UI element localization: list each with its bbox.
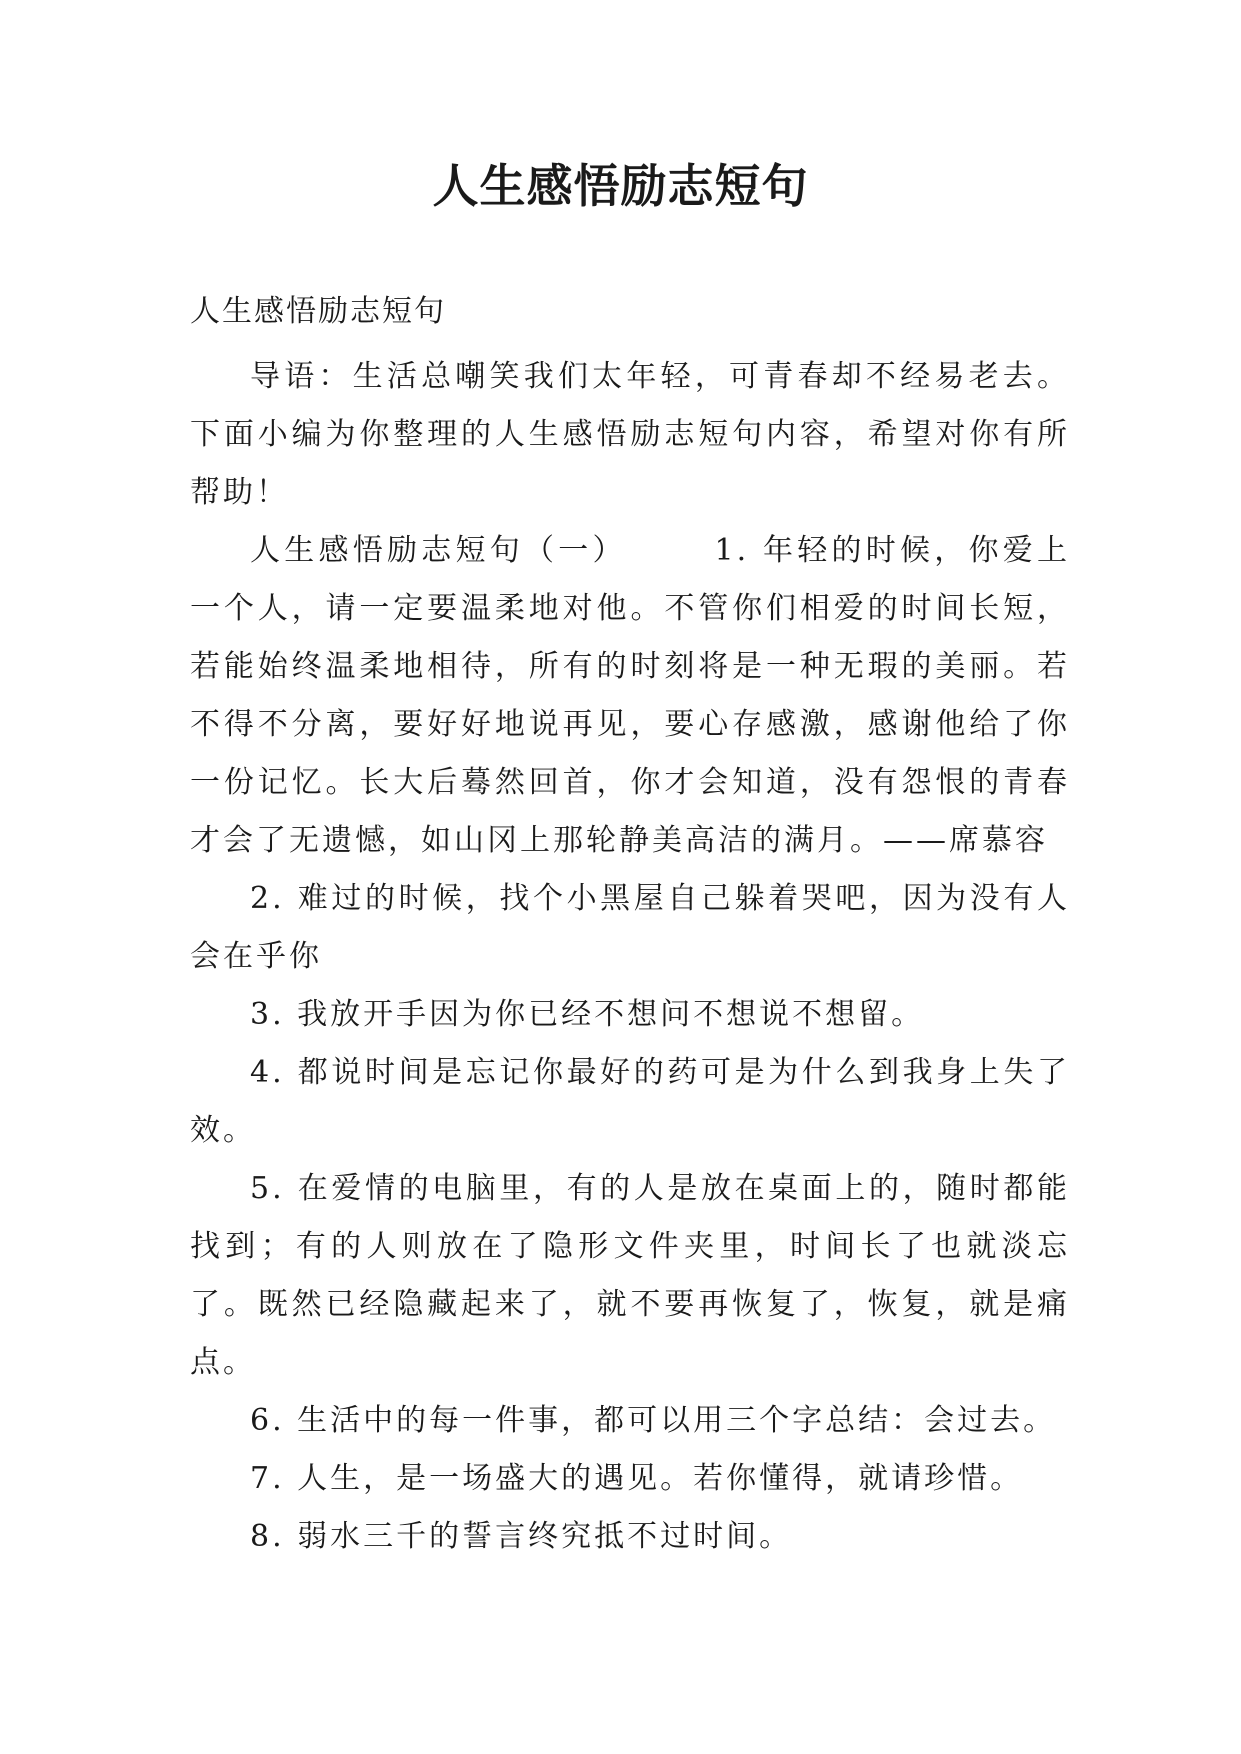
quote-paragraph-3: 3. 我放开手因为你已经不想问不想说不想留。 xyxy=(250,997,925,1032)
quote-paragraph-6: 6. 生活中的每一件事，都可以用三个字总结：会过去。 xyxy=(250,1403,1057,1438)
quote-paragraph-4: 4. 都说时间是忘记你最好的药可是为什么到我身上失了效。 xyxy=(190,1055,1070,1148)
quote-paragraph-8: 8. 弱水三千的誓言终究抵不过时间。 xyxy=(250,1519,793,1554)
quote-paragraph-1: 人生感悟励志短句（一） 1. 年轻的时候，你爱上一个人，请一定要温柔地对他。不管你们相爱的时间长短，若能始终温柔地相待，所有的时刻将是一种无瑕的美丽。若不得不分离，要好好地说再见，要心存感激，感谢他给了你一份记忆。长大后蓦然回首，你才会知道，没有怨恨的青春才会了无遗憾，如山冈上那轮静美高洁的满月。——席慕容 xyxy=(190,533,1070,858)
document-title: 人生感悟励志短句 xyxy=(432,159,809,213)
document-body xyxy=(190,348,1070,1566)
intro-paragraph: 导语：生活总嘲笑我们太年轻，可青春却不经易老去。下面小编为你整理的人生感悟励志短句内容，希望对你有所帮助！ xyxy=(190,359,1070,510)
quote-paragraph-2: 2. 难过的时候，找个小黑屋自己躲着哭吧，因为没有人会在乎你 xyxy=(190,881,1070,974)
quote-paragraph-7: 7. 人生，是一场盛大的遇见。若你懂得，就请珍惜。 xyxy=(250,1461,1024,1496)
quote-paragraph-5: 5. 在爱情的电脑里，有的人是放在桌面上的，随时都能找到；有的人则放在了隐形文件夹里，时间长了也就淡忘了。既然已经隐藏起来了，就不要再恢复了，恢复，就是痛点。 xyxy=(190,1171,1070,1380)
document-subtitle: 人生感悟励志短句 xyxy=(190,294,446,329)
